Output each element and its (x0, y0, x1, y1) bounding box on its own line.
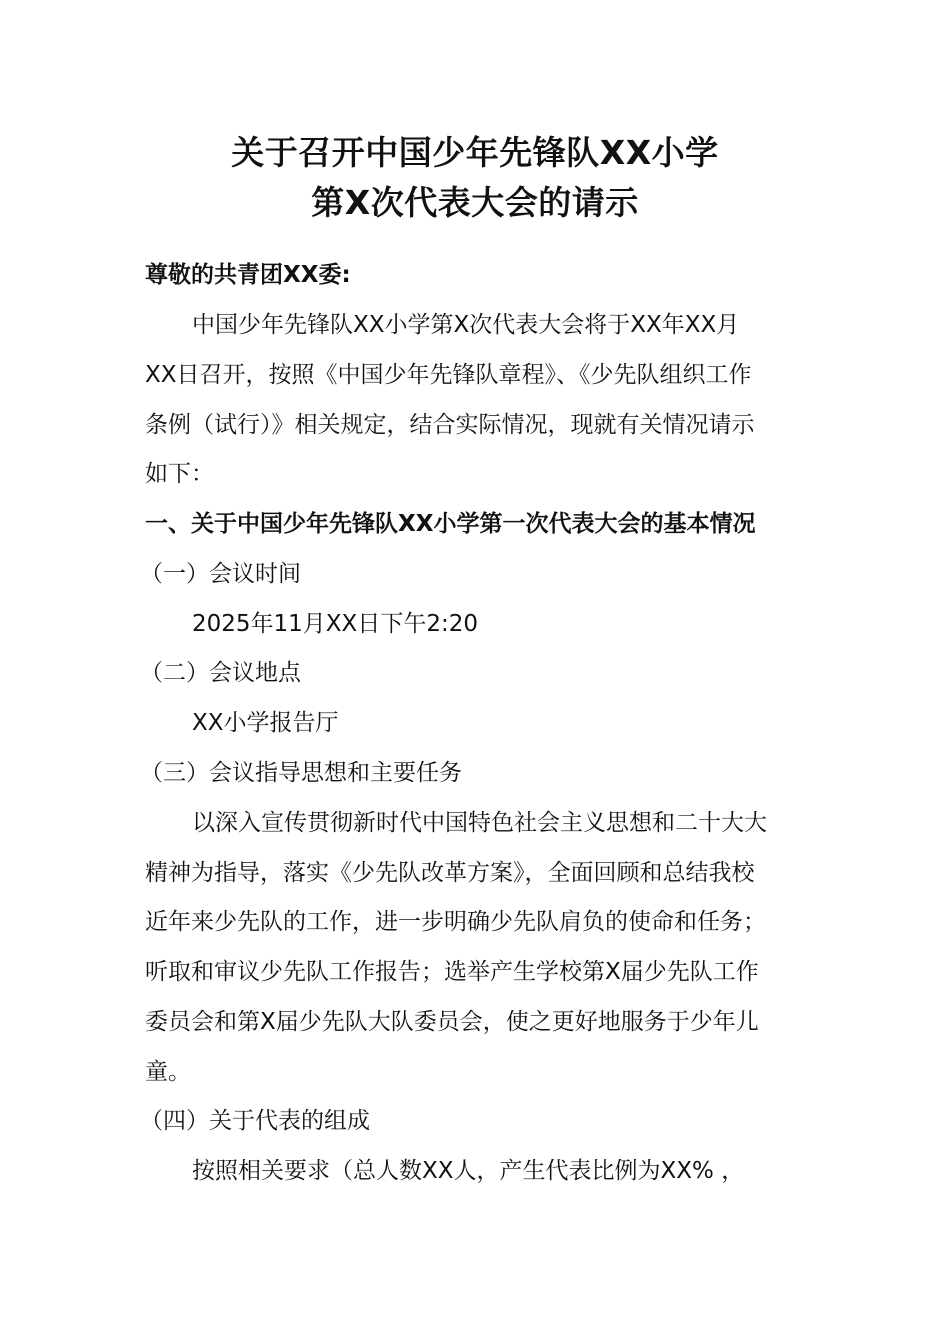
salutation: 尊敬的共青团XX委: (145, 262, 351, 288)
subsection-4-heading: （四）关于代表的组成 (140, 1108, 370, 1134)
document-title-line-2: 第X次代表大会的请示 (311, 183, 639, 222)
subsection-3-heading: （三）会议指导思想和主要任务 (140, 760, 462, 786)
intro-line-4: 如下： (145, 461, 214, 487)
guidance-line-3: 近年来少先队的工作，进一步明确少先队肩负的使命和任务； (145, 909, 766, 935)
section-1-heading: 一、关于中国少年先锋队XX小学第一次代表大会的基本情况 (145, 511, 756, 537)
intro-line-1: 中国少年先锋队XX小学第X次代表大会将于XX年XX月 (192, 312, 740, 338)
meeting-time: 2025年11月XX日下午2:20 (192, 611, 478, 637)
document-title-line-1: 关于召开中国少年先锋队XX小学 (231, 133, 719, 172)
guidance-line-2: 精神为指导，落实《少先队改革方案》，全面回顾和总结我校 (145, 860, 755, 886)
intro-line-2: XX日召开，按照《中国少年先锋队章程》、《少先队组织工作 (145, 362, 752, 388)
intro-line-3: 条例（试行）》相关规定，结合实际情况，现就有关情况请示 (145, 412, 755, 438)
guidance-line-1: 以深入宣传贯彻新时代中国特色社会主义思想和二十大大 (192, 810, 767, 836)
guidance-line-6: 童。 (145, 1059, 191, 1085)
guidance-line-4: 听取和审议少先队工作报告；选举产生学校第X届少先队工作 (145, 959, 759, 985)
delegates-line-1: 按照相关要求（总人数XX人，产生代表比例为XX% ， (192, 1158, 745, 1184)
subsection-2-heading: （二）会议地点 (140, 660, 301, 686)
meeting-location: XX小学报告厅 (192, 710, 339, 736)
guidance-line-5: 委员会和第X届少先队大队委员会，使之更好地服务于少年儿 (145, 1009, 759, 1035)
subsection-1-heading: （一）会议时间 (140, 561, 301, 587)
